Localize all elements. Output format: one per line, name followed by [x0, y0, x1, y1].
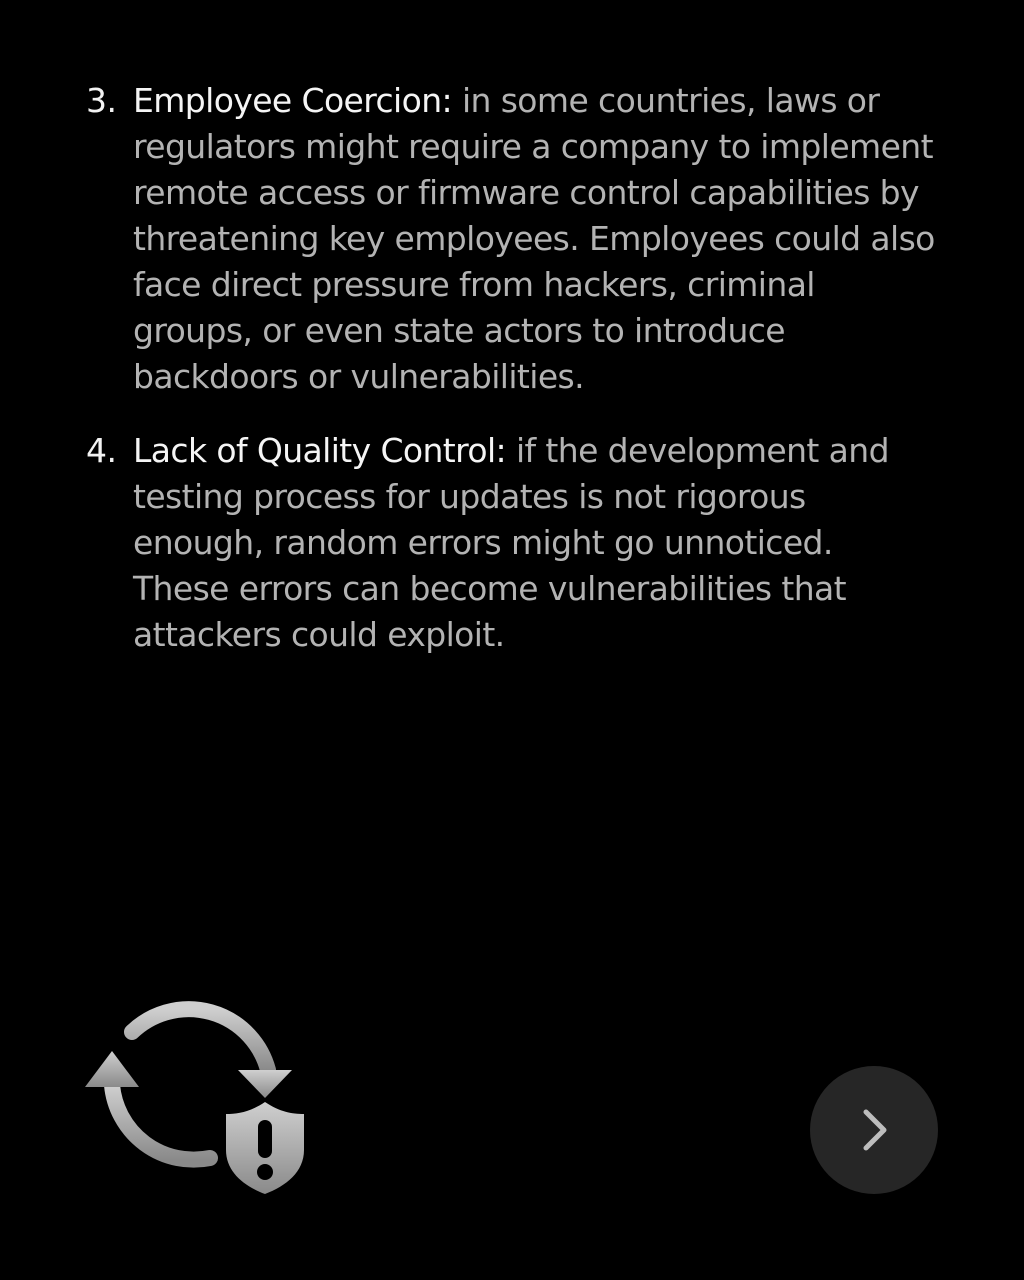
list-number: 3.	[86, 81, 117, 120]
list-item-quality-control	[86, 428, 936, 658]
list-item-body: in some countries, laws or regulators might require a company to implement remote access or firmware control capabilities by threatening key employees. Employees could also face direct pressure from hackers, criminal groups, or even state actors to introduce backdoors or vulnerabilities.	[133, 81, 935, 396]
list-item-text	[133, 428, 936, 658]
list-item-text	[133, 78, 936, 400]
list-item-employee-coercion	[86, 78, 936, 400]
update-shield-warning-icon	[80, 990, 320, 1205]
list-number: 4.	[86, 431, 117, 470]
list-item-title: Lack of Quality Control:	[133, 431, 507, 470]
content-list	[86, 78, 936, 686]
list-item-title: Employee Coercion:	[133, 81, 453, 120]
chevron-right-icon	[854, 1106, 894, 1154]
list-item-body: if the development and testing process for updates is not rigorous enough, random errors might go unnoticed. These errors can become vulnerabilities that attackers could exploit.	[133, 431, 889, 654]
next-button[interactable]	[810, 1066, 938, 1194]
